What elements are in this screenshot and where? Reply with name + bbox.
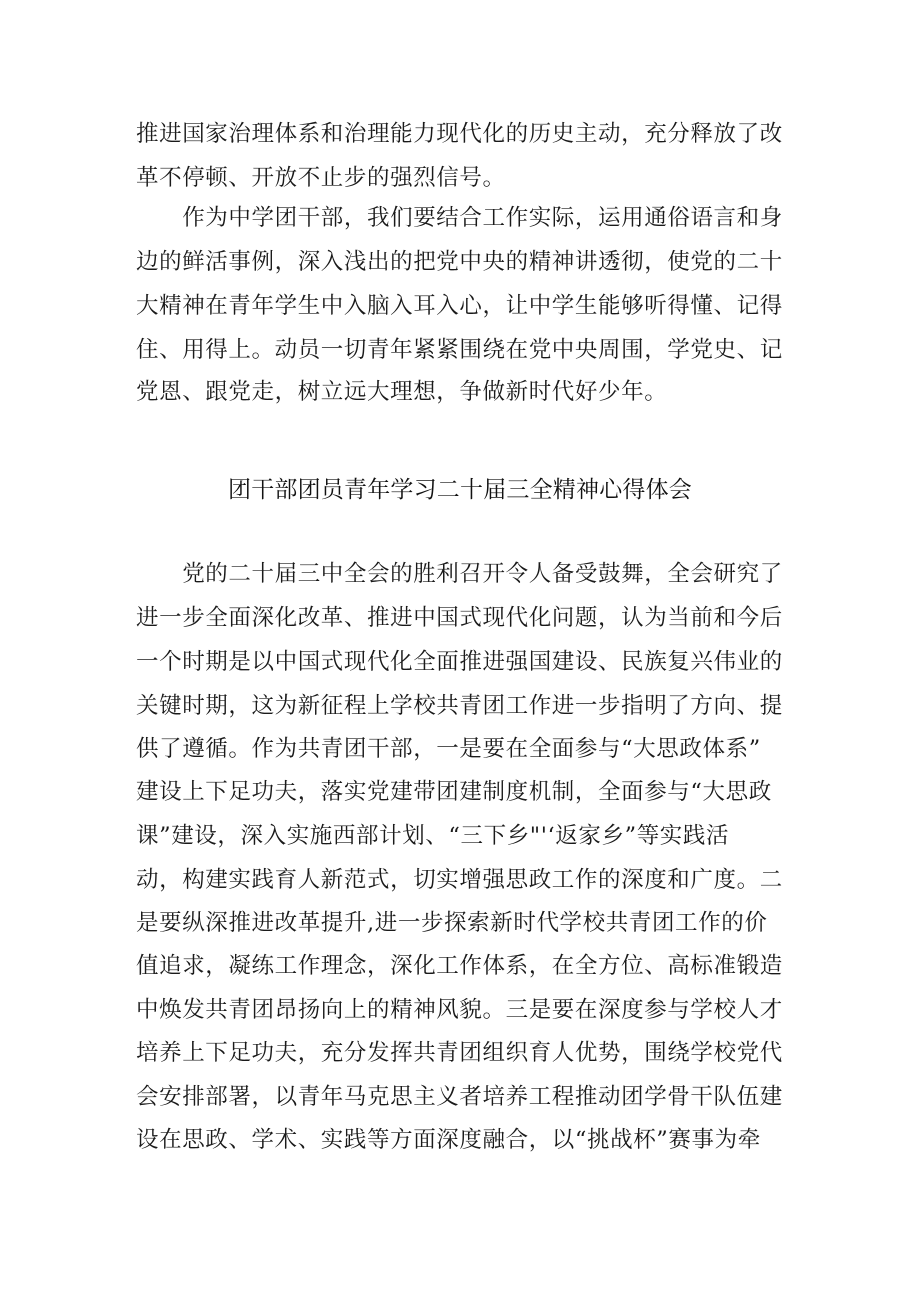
text-line: 革不停顿、开放不止步的强烈信号。 [136,165,506,191]
text-line: 供了遵循。作为共青团干部，一是要在全面参与“大思政体系” [136,736,761,762]
text-line: 值追求，凝练工作理念，深化工作体系，在全方位、高标准锻造 [136,953,783,979]
text-line: 大精神在青年学生中入脑入耳入心，让中学生能够听得懂、记得 [136,293,783,319]
text-line: 培养上下足功夫，充分发挥共青团组织育人优势，围绕学校党代 [136,1040,783,1066]
text-line: 动，构建实践育人新范式，切实增强思政工作的深度和广度。二 [136,867,783,893]
article-title: 团干部团员青年学习二十届三全精神心得体会 [228,477,692,503]
text-line: 作为中学团干部，我们要结合工作实际，运用通俗语言和身 [136,205,783,231]
text-line: 住、用得上。动员一切青年紧紧围绕在党中央周围，学党史、记 [136,337,783,363]
text-line: 一个时期是以中国式现代化全面推进强国建设、民族复兴伟业的 [136,649,783,675]
text-line: 会安排部署，以青年马克思主义者培养工程推动团学骨干队伍建 [136,1084,783,1110]
text-line: 设在思政、学术、实践等方面深度融合，以“挑战杯”赛事为牵 [136,1127,761,1153]
text-line: 是要纵深推进改革提升,进一步探索新时代学校共青团工作的价 [136,910,768,936]
text-line: 推进国家治理体系和治理能力现代化的历史主动，充分释放了改 [136,121,783,147]
text-line: 中焕发共青团昂扬向上的精神风貌。三是要在深度参与学校人才 [136,997,783,1023]
text-line: 关键时期，这为新征程上学校共青团工作进一步指明了方向、提 [136,693,783,719]
text-line: 进一步全面深化改革、推进中国式现代化问题，认为当前和今后 [136,605,783,631]
text-line: 建设上下足功夫，落实党建带团建制度机制，全面参与“大思政 [136,779,772,805]
text-line: 课”建设，深入实施西部计划、“三下乡"'‘返家乡”等实践活 [136,823,730,849]
text-line: 边的鲜活事例，深入浅出的把党中央的精神讲透彻，使党的二十 [136,249,783,275]
text-line: 党恩、跟党走，树立远大理想，争做新时代好少年。 [136,379,668,405]
text-line: 党的二十届三中全会的胜利召开令人备受鼓舞，全会研究了 [136,561,783,587]
